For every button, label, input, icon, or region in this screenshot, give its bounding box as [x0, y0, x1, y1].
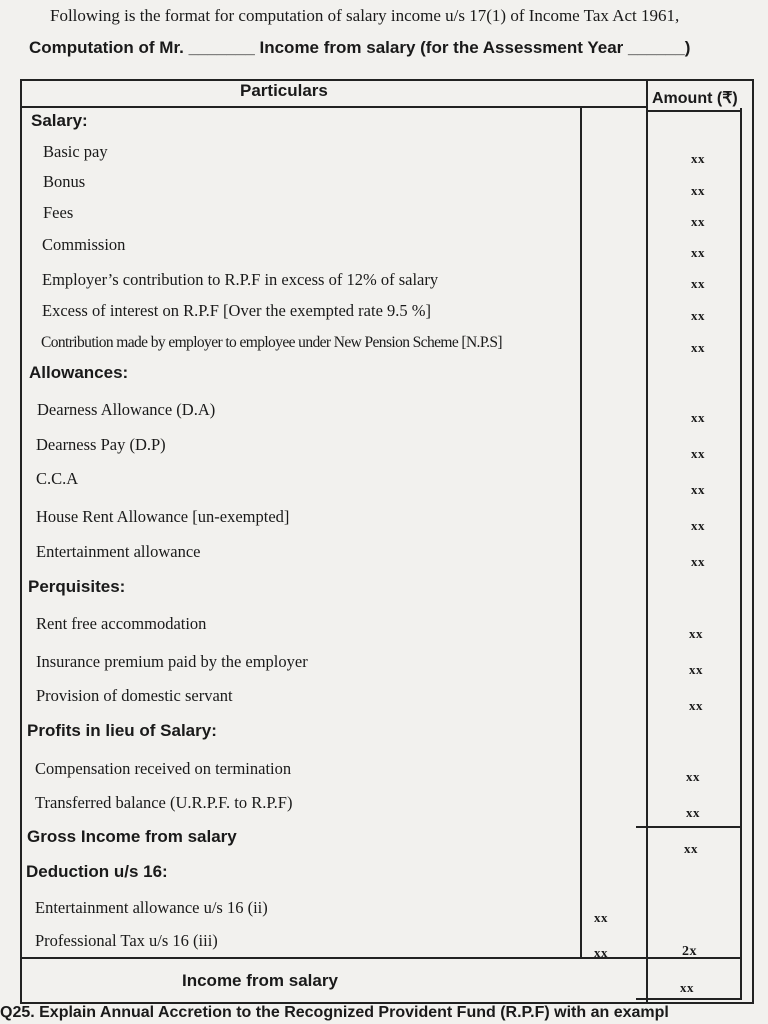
section-profits-in-lieu: Profits in lieu of Salary:: [27, 721, 217, 740]
salary-amount: xx: [691, 245, 705, 260]
deduction-item: Professional Tax u/s 16 (iii): [35, 931, 218, 950]
income-from-salary-label: Income from salary: [182, 971, 338, 990]
col-divider-amount: [646, 81, 648, 1003]
next-question-text: Q25. Explain Annual Accretion to the Recognized Provident Fund (R.P.F) with an exampl: [0, 1004, 669, 1021]
salary-amount: xx: [691, 183, 705, 198]
section-salary: Salary:: [31, 111, 88, 130]
allowance-item: Dearness Pay (D.P): [36, 435, 166, 454]
col-divider-outer: [740, 108, 742, 1000]
allowance-item: C.C.A: [36, 469, 79, 488]
perquisite-amount: xx: [689, 626, 703, 641]
gross-income-amount: xx: [684, 841, 698, 856]
profit-amount: xx: [686, 805, 700, 820]
computation-heading: Computation of Mr. _______ Income from salary (for the Assessment Year ______): [29, 38, 691, 57]
salary-amount: xx: [691, 308, 705, 323]
total-rule: [22, 957, 742, 959]
salary-item: Bonus: [43, 172, 86, 191]
allowance-item: House Rent Allowance [un-exempted]: [36, 507, 290, 526]
header-rule-amount: [646, 110, 742, 112]
header-rule-left: [22, 106, 646, 108]
deduction-sub-amount: xx: [594, 910, 608, 925]
salary-item: Commission: [42, 235, 126, 254]
header-amount: Amount (₹): [652, 90, 738, 107]
deduction-total-amount: 2x: [682, 944, 697, 959]
perquisite-amount: xx: [689, 698, 703, 713]
salary-amount: xx: [691, 276, 705, 291]
salary-item: Employer’s contribution to R.P.F in excess of 12% of salary: [42, 270, 439, 289]
deduction-sub-amount: xx: [594, 945, 608, 960]
income-from-salary-amount: xx: [680, 980, 694, 995]
salary-amount: xx: [691, 214, 705, 229]
col-divider-sub: [580, 108, 582, 958]
allowance-amount: xx: [691, 518, 705, 533]
perquisite-item: Insurance premium paid by the employer: [36, 652, 308, 671]
section-allowances: Allowances:: [29, 363, 129, 382]
profit-item: Transferred balance (U.R.P.F. to R.P.F): [35, 793, 293, 812]
salary-item: Basic pay: [43, 142, 108, 161]
perquisite-amount: xx: [689, 662, 703, 677]
salary-item: Contribution made by employer to employee under New Pension Scheme [N.P.S]: [41, 334, 502, 351]
gross-income-label: Gross Income from salary: [27, 827, 237, 846]
allowance-item: Entertainment allowance: [36, 542, 201, 561]
intro-text: Following is the format for computation of salary income u/s 17(1) of Income Tax Act 1961,: [50, 6, 680, 25]
allowance-amount: xx: [691, 446, 705, 461]
profit-amount: xx: [686, 769, 700, 784]
allowance-item: Dearness Allowance (D.A): [37, 400, 216, 419]
section-deduction: Deduction u/s 16:: [26, 862, 168, 881]
gross-rule: [636, 826, 742, 828]
salary-item: Excess of interest on R.P.F [Over the exempted rate 9.5 %]: [42, 301, 432, 320]
salary-amount: xx: [691, 151, 705, 166]
perquisite-item: Rent free accommodation: [36, 614, 207, 633]
allowance-amount: xx: [691, 482, 705, 497]
section-perquisites: Perquisites:: [28, 577, 126, 596]
allowance-amount: xx: [691, 410, 705, 425]
header-particulars: Particulars: [240, 81, 328, 100]
allowance-amount: xx: [691, 554, 705, 569]
salary-item: Fees: [43, 203, 74, 222]
total-rule-bottom: [636, 998, 742, 1000]
deduction-item: Entertainment allowance u/s 16 (ii): [35, 898, 268, 917]
salary-amount: xx: [691, 340, 705, 355]
profit-item: Compensation received on termination: [35, 759, 292, 778]
perquisite-item: Provision of domestic servant: [36, 686, 233, 705]
